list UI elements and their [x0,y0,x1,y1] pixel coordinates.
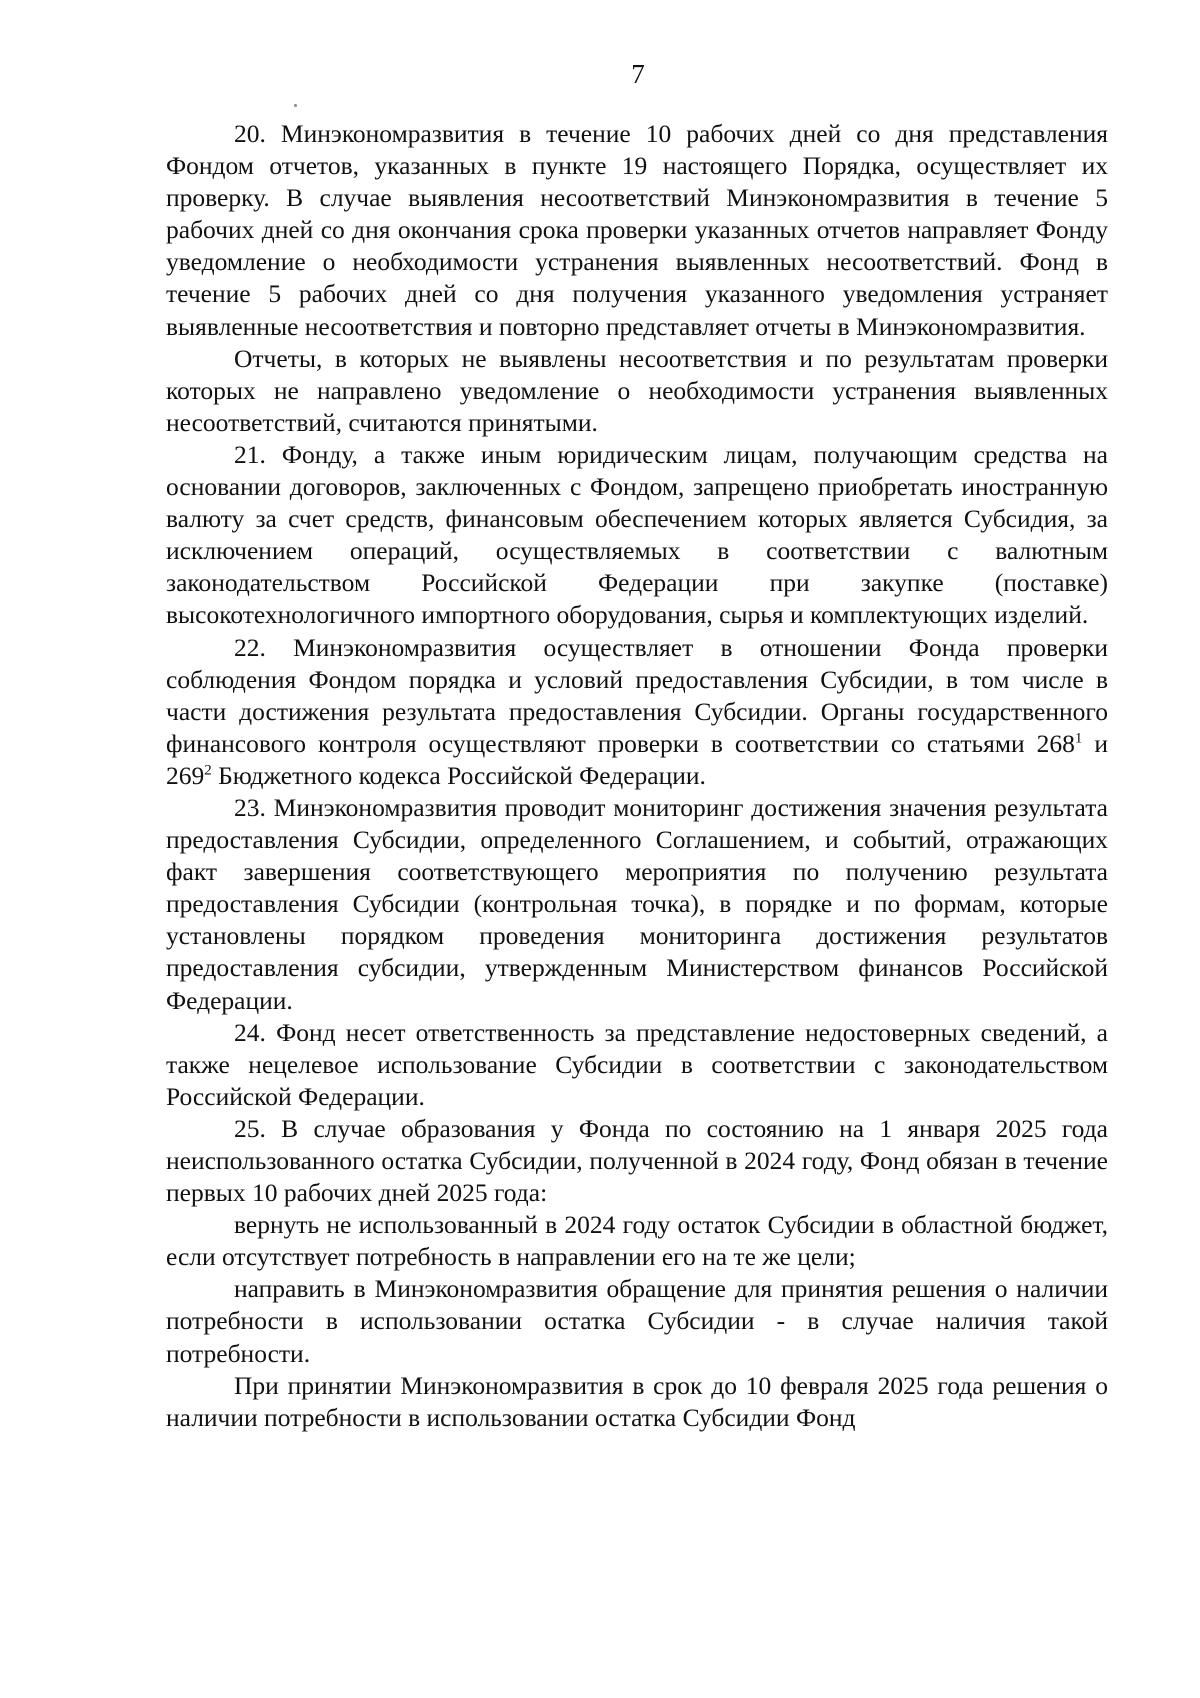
paragraph-24: 24. Фонд несет ответственность за представление недостоверных сведений, а также нецелевое использование Субсидии в соответствии с законодательством Российской Федерации. [166,1017,1108,1111]
paragraph-20-reports-accepted: Отчеты, в которых не выявлены несоответствия и по результатам проверки которых не направлено уведомление о необходимости устранения выявленных несоответствий, считаются принятыми. [166,343,1108,437]
paragraph-23: 23. Минэкономразвития проводит мониторинг достижения значения результата предоставления Субсидии, определенного Соглашением, и событий, отражающих факт завершения соответствующего мероприятия по получению результата предоставления Субсидии (контрольная точка), в порядке и по формам, которые установлены порядком проведения мониторинга достижения результатов предоставления субсидии, утвержденным Министерством финансов Российской Федерации. [166,792,1108,1015]
paragraph-25-request-item: направить в Минэкономразвития обращение для принятия решения о наличии потребности в использовании остатка Субсидии - в случае наличия такой потребности. [166,1274,1108,1368]
scan-speck [294,104,297,107]
article-268-superscript: 1 [1074,730,1083,747]
paragraph-22 [166,632,1108,792]
paragraph-21: 21. Фонду, а также иным юридическим лицам, получающим средства на основании договоров, заключенных с Фондом, запрещено приобретать иностранную валюту за счет средств, финансовым обеспечением которых является Субсидия, за исключением операций, осуществляемых в соответствии с валютным законодательством Российской Федерации при закупке (поставке) высокотехнологичного импортного оборудования, сырья и комплектующих изделий. [166,439,1108,630]
paragraph-22-text-before: 22. Минэкономразвития осуществляет в отношении Фонда проверки соблюдения Фондом порядка и условий предоставления Субсидии, в том числе в части достижения результата предоставления Субсидии. Органы государственного финансового контроля осуществляют проверки в соответствии со статьями 268 [166,632,1108,758]
paragraph-22-text-after: Бюджетного кодекса Российской Федерации. [211,760,706,790]
paragraph-20: 20. Минэкономразвития в течение 10 рабочих дней со дня представления Фондом отчетов, указанных в пункте 19 настоящего Порядка, осуществляет их проверку. В случае выявления несоответствий Минэкономразвития в течение 5 рабочих дней со дня окончания срока проверки указанных отчетов направляет Фонду уведомление о необходимости устранения выявленных несоответствий. Фонд в течение 5 рабочих дней со дня получения указанного уведомления устраняет выявленные несоответствия и повторно представляет отчеты в Минэкономразвития. [166,119,1108,341]
paragraph-25-return-item: вернуть не использованный в 2024 году остаток Субсидии в областной бюджет, если отсутствует потребность в направлении его на те же цели; [166,1210,1108,1272]
document-body [166,118,1108,1434]
paragraph-25-decision: При принятии Минэкономразвития в срок до 10 февраля 2025 года решения о наличии потребности в использовании остатка Субсидии Фонд [166,1370,1108,1432]
paragraph-22-text-middle: и 269 [166,728,1108,790]
article-269-superscript: 2 [204,762,212,779]
page-number: 7 [631,59,645,89]
paragraph-25: 25. В случае образования у Фонда по состоянию на 1 января 2025 года неиспользованного остатка Субсидии, полученной в 2024 году, Фонд обязан в течение первых 10 рабочих дней 2025 года: [166,1113,1108,1208]
